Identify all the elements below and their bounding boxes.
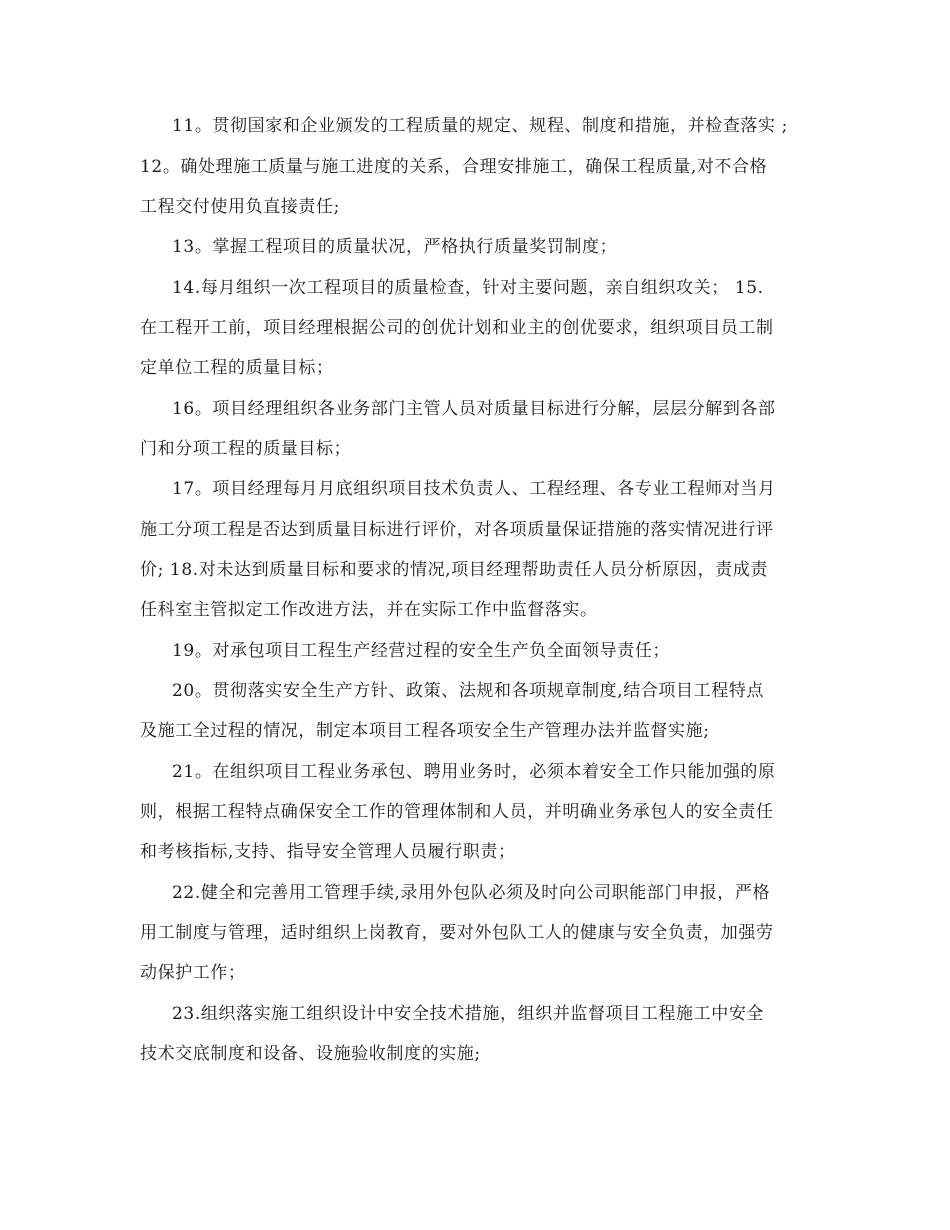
text-line: 在工程开工前，项目经理根据公司的创优计划和业主的创优要求，组织项目员工制 <box>140 318 774 338</box>
text-line: 14.每月组织一次工程项目的质量检查，针对主要问题，亲自组织攻关； 15. <box>172 278 764 298</box>
text-line: 20。贯彻落实安全生产方针、政策、法规和各项规章制度,结合项目工程特点 <box>172 681 765 701</box>
text-line: 22.健全和完善用工管理手续,录用外包队必须及时向公司职能部门申报，严格 <box>172 883 771 903</box>
text-line: 及施工全过程的情况，制定本项目工程各项安全生产管理办法并监督实施; <box>140 721 710 741</box>
text-line: 施工分项工程是否达到质量目标进行评价，对各项质量保证措施的落实情况进行评 <box>140 520 774 540</box>
text-line: 23.组织落实施工组织设计中安全技术措施，组织并监督项目工程施工中安全 <box>172 1004 765 1024</box>
text-line: 16。项目经理组织各业务部门主管人员对质量目标进行分解，层层分解到各部 <box>172 399 776 419</box>
text-line: 任科室主管拟定工作改进方法，并在实际工作中监督落实。 <box>140 600 598 620</box>
text-line: 13。掌握工程项目的质量状况，严格执行质量奖罚制度； <box>172 237 618 257</box>
text-line: 19。对承包项目工程生产经营过程的安全生产负全面领导责任； <box>172 641 671 661</box>
text-line: 工程交付使用负直接责任; <box>140 197 340 217</box>
text-line: 则，根据工程特点确保安全工作的管理体制和人员，并明确业务承包人的安全责任 <box>140 802 774 822</box>
text-line: 11。贯彻国家和企业颁发的工程质量的规定、规程、制度和措施，并检查落实 ; <box>172 116 788 136</box>
text-line: 技术交底制度和设备、设施验收制度的实施; <box>140 1044 481 1064</box>
text-line: 定单位工程的质量目标； <box>140 358 334 378</box>
text-line: 和考核指标,支持、指导安全管理人员履行职责； <box>140 842 516 862</box>
text-line: 动保护工作； <box>140 963 246 983</box>
text-line: 门和分项工程的质量目标； <box>140 439 352 459</box>
text-line: 价; 18.对未达到质量目标和要求的情况,项目经理帮助责任人员分析原因，责成责 <box>140 560 768 580</box>
text-line: 21。在组织项目工程业务承包、聘用业务时，必须本着安全工作只能加强的原 <box>172 762 776 782</box>
text-line: 17。项目经理每月月底组织项目技术负责人、工程经理、各专业工程师对当月 <box>172 479 776 499</box>
text-line: 12。确处理施工质量与施工进度的关系，合理安排施工，确保工程质量,对不合格 <box>140 157 768 177</box>
text-line: 用工制度与管理，适时组织上岗教育，要对外包队工人的健康与安全负责，加强劳 <box>140 923 774 943</box>
